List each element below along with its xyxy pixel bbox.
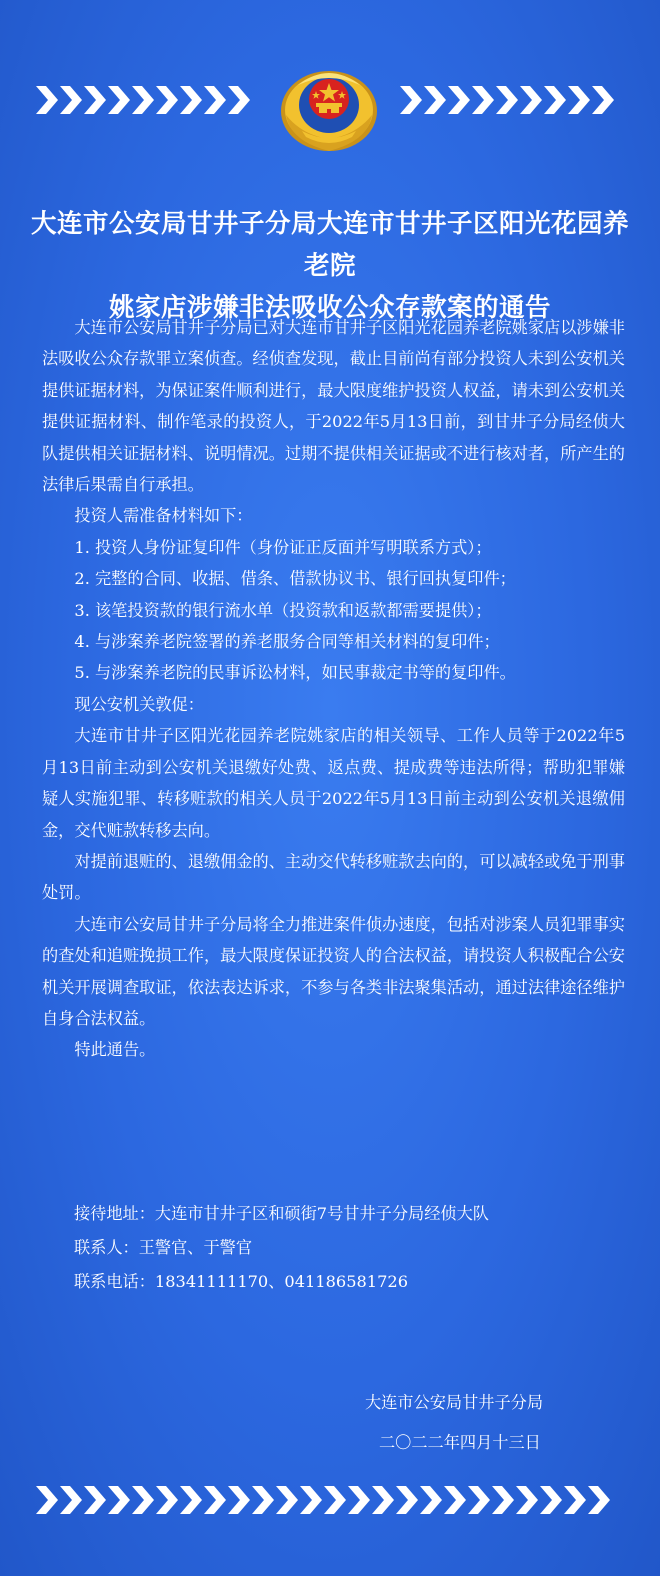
signature-date: 二〇二二年四月十三日	[379, 1433, 541, 1452]
top-right-chevron-row	[398, 86, 614, 114]
chevron-arrow-icon	[82, 1486, 106, 1514]
chevron-arrow-icon	[442, 1486, 466, 1514]
list-item: 5. 与涉案养老院的民事诉讼材料，如民事裁定书等的复印件。	[74, 663, 516, 683]
chevron-arrow-icon	[58, 1486, 82, 1514]
paragraph-urge: 大连市甘井子区阳光花园养老院姚家店的相关领导、工作人员等于2022年5月13日前主动到公安机关退缴好处费、返点费、提成费等违法所得；帮助犯罪嫌疑人实施犯罪、转移赃款的相关人员于2022年5月13日前主动到公安机关退缴佣金，交代赃款转移去向。	[42, 726, 625, 840]
chevron-arrow-icon	[34, 1486, 58, 1514]
chevron-arrow-icon	[542, 86, 566, 114]
chevron-arrow-icon	[398, 86, 422, 114]
list-item: 3. 该笔投资款的银行流水单（投资款和返款都需要提供）；	[74, 600, 492, 620]
chevron-arrow-icon	[106, 86, 130, 114]
chevron-arrow-icon	[466, 1486, 490, 1514]
chevron-arrow-icon	[130, 86, 154, 114]
paragraph-investigation: 大连市公安局甘井子分局已对大连市甘井子区阳光花园养老院姚家店以涉嫌非法吸收公众存款罪立案侦查。经侦查发现，截止目前尚有部分投资人未到公安机关提供证据材料，为保证案件顺利进行，最大限度维护投资人权益，请未到公安机关提供证据材料、制作笔录的投资人，于2022年5月13日前，到甘井子分局经侦大队提供相关证据材料、说明情况。过期不提供相关证据或不进行核对者，所产生的法律后果需自行承担。	[42, 318, 625, 495]
chevron-arrow-icon	[130, 1486, 154, 1514]
chevron-arrow-icon	[346, 1486, 370, 1514]
chevron-arrow-icon	[322, 1486, 346, 1514]
closing-text: 特此通告。	[74, 1040, 156, 1060]
chevron-arrow-icon	[470, 86, 494, 114]
title-line-2: 姚家店涉嫌非法吸收公众存款案的通告	[108, 293, 551, 323]
contact-info	[74, 1197, 634, 1299]
chevron-arrow-icon	[494, 86, 518, 114]
police-emblem-icon	[276, 55, 382, 155]
chevron-arrow-icon	[250, 1486, 274, 1514]
chevron-arrow-icon	[514, 1486, 538, 1514]
chevron-arrow-icon	[82, 86, 106, 114]
chevron-arrow-icon	[562, 1486, 586, 1514]
list-item: 1. 投资人身份证复印件（身份证正反面并写明联系方式）；	[74, 537, 492, 557]
chevron-arrow-icon	[154, 86, 178, 114]
bottom-chevron-row	[34, 1486, 610, 1514]
top-left-chevron-row	[34, 86, 250, 114]
urge-intro: 现公安机关敦促：	[74, 694, 204, 714]
chevron-arrow-icon	[226, 1486, 250, 1514]
contact-phone: 联系电话：18341111170、041186581726	[74, 1272, 409, 1291]
materials-intro: 投资人需准备材料如下：	[74, 506, 253, 526]
chevron-arrow-icon	[58, 86, 82, 114]
chevron-arrow-icon	[422, 86, 446, 114]
chevron-arrow-icon	[370, 1486, 394, 1514]
chevron-arrow-icon	[226, 86, 250, 114]
chevron-arrow-icon	[586, 1486, 610, 1514]
chevron-arrow-icon	[538, 1486, 562, 1514]
chevron-arrow-icon	[298, 1486, 322, 1514]
title-line-1: 大连市公安局甘井子分局大连市甘井子区阳光花园养老院	[30, 209, 629, 281]
contact-persons: 联系人：王警官、于警官	[74, 1238, 253, 1257]
chevron-arrow-icon	[154, 1486, 178, 1514]
list-item: 2. 完整的合同、收据、借条、借款协议书、银行回执复印件；	[74, 569, 516, 589]
chevron-arrow-icon	[566, 86, 590, 114]
chevron-arrow-icon	[178, 86, 202, 114]
paragraph-commitment: 大连市公安局甘井子分局将全力推进案件侦办速度，包括对涉案人员犯罪事实的查处和追赃挽损工作，最大限度保证投资人的合法权益，请投资人积极配合公安机关开展调查取证，依法表达诉求，不参与各类非法聚集活动，通过法律途径维护自身合法权益。	[42, 914, 625, 1028]
chevron-arrow-icon	[590, 86, 614, 114]
contact-address: 接待地址：大连市甘井子区和硕街7号甘井子分局经侦大队	[74, 1204, 489, 1223]
chevron-arrow-icon	[418, 1486, 442, 1514]
chevron-arrow-icon	[178, 1486, 202, 1514]
notice-body	[42, 312, 625, 1066]
paragraph-leniency: 对提前退赃的、退缴佣金的、主动交代转移赃款去向的，可以减轻或免于刑事处罚。	[42, 851, 625, 903]
chevron-arrow-icon	[518, 86, 542, 114]
signature-block	[365, 1383, 605, 1463]
list-item: 4. 与涉案养老院签署的养老服务合同等相关材料的复印件；	[74, 632, 500, 652]
chevron-arrow-icon	[106, 1486, 130, 1514]
signature-org: 大连市公安局甘井子分局	[365, 1393, 544, 1412]
chevron-arrow-icon	[202, 86, 226, 114]
chevron-arrow-icon	[274, 1486, 298, 1514]
notice-title	[20, 203, 640, 329]
chevron-arrow-icon	[202, 1486, 226, 1514]
chevron-arrow-icon	[490, 1486, 514, 1514]
chevron-arrow-icon	[394, 1486, 418, 1514]
chevron-arrow-icon	[34, 86, 58, 114]
chevron-arrow-icon	[446, 86, 470, 114]
